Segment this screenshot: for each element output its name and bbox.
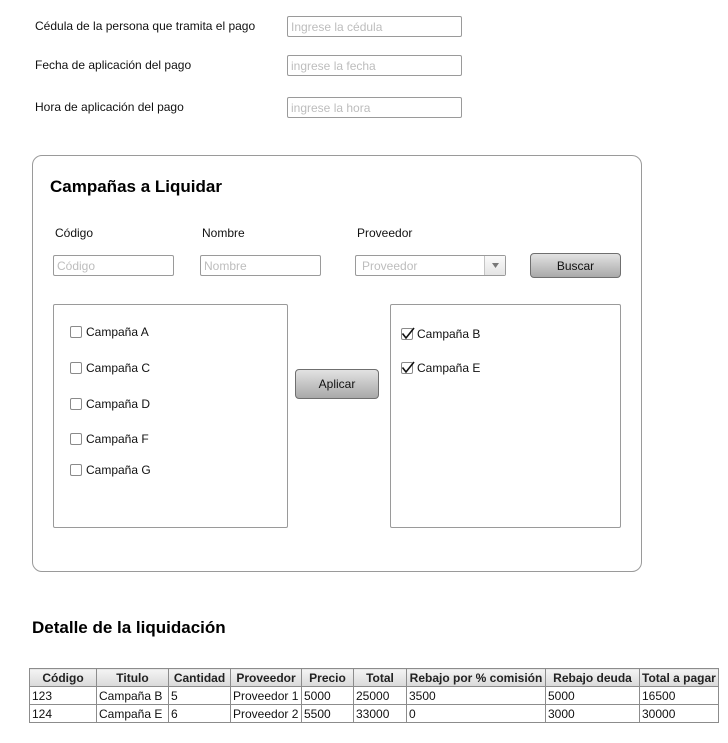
available-item-label: Campaña D bbox=[86, 397, 151, 411]
checkbox[interactable] bbox=[70, 433, 82, 445]
available-item[interactable] bbox=[70, 325, 149, 339]
available-item-label: Campaña G bbox=[86, 463, 151, 477]
search-button[interactable]: Buscar bbox=[530, 253, 621, 278]
column-header: Cantidad bbox=[169, 669, 231, 687]
checkbox-checked[interactable] bbox=[401, 362, 413, 374]
proveedor-label: Proveedor bbox=[357, 226, 413, 240]
selected-item-label: Campaña B bbox=[417, 327, 481, 341]
selected-item[interactable] bbox=[401, 327, 480, 341]
cedula-label: Cédula de la persona que tramita el pago bbox=[35, 19, 256, 33]
cell-total-pagar: 16500 bbox=[640, 687, 719, 705]
cell-proveedor: Proveedor 2 bbox=[231, 705, 302, 723]
cell-titulo: Campaña E bbox=[97, 705, 169, 723]
cell-cantidad: 5 bbox=[169, 687, 231, 705]
cell-codigo: 123 bbox=[30, 687, 97, 705]
checkmark-icon bbox=[401, 360, 415, 374]
hora-label: Hora de aplicación del pago bbox=[35, 100, 184, 114]
chevron-down-icon[interactable] bbox=[484, 256, 505, 275]
cell-rebajo-comision: 0 bbox=[407, 705, 546, 723]
cell-total: 25000 bbox=[354, 687, 407, 705]
column-header: Proveedor bbox=[231, 669, 302, 687]
codigo-label: Código bbox=[55, 226, 94, 240]
proveedor-select[interactable] bbox=[355, 255, 506, 276]
available-item-label: Campaña A bbox=[86, 325, 149, 339]
checkbox[interactable] bbox=[70, 398, 82, 410]
checkbox[interactable] bbox=[70, 326, 82, 338]
cell-total-pagar: 30000 bbox=[640, 705, 719, 723]
campaigns-title: Campañas a Liquidar bbox=[50, 177, 222, 196]
cedula-input[interactable] bbox=[287, 16, 462, 37]
cell-rebajo-deuda: 3000 bbox=[546, 705, 640, 723]
cell-proveedor: Proveedor 1 bbox=[231, 687, 302, 705]
available-item[interactable] bbox=[70, 361, 150, 375]
detail-title: Detalle de la liquidación bbox=[32, 618, 226, 637]
hora-input[interactable] bbox=[287, 97, 462, 118]
cell-rebajo-comision: 3500 bbox=[407, 687, 546, 705]
cell-titulo: Campaña B bbox=[97, 687, 169, 705]
column-header: Precio bbox=[302, 669, 354, 687]
available-item[interactable] bbox=[70, 397, 150, 411]
table-header-row bbox=[30, 669, 719, 687]
apply-button[interactable]: Aplicar bbox=[295, 369, 379, 399]
column-header: Total bbox=[354, 669, 407, 687]
cell-cantidad: 6 bbox=[169, 705, 231, 723]
column-header: Rebajo deuda bbox=[546, 669, 640, 687]
available-item-label: Campaña F bbox=[86, 432, 149, 446]
cell-precio: 5500 bbox=[302, 705, 354, 723]
available-item-label: Campaña C bbox=[86, 361, 151, 375]
column-header: Código bbox=[30, 669, 97, 687]
table-row bbox=[30, 687, 719, 705]
checkmark-icon bbox=[401, 326, 415, 340]
proveedor-select-placeholder: Proveedor bbox=[362, 259, 418, 273]
fecha-input[interactable] bbox=[287, 55, 462, 76]
cell-codigo: 124 bbox=[30, 705, 97, 723]
cell-total: 33000 bbox=[354, 705, 407, 723]
available-item[interactable] bbox=[70, 463, 151, 477]
cell-rebajo-deuda: 5000 bbox=[546, 687, 640, 705]
checkbox[interactable] bbox=[70, 464, 82, 476]
column-header: Rebajo por % comisión bbox=[407, 669, 546, 687]
column-header: Total a pagar bbox=[640, 669, 719, 687]
nombre-input[interactable] bbox=[200, 255, 321, 276]
available-item[interactable] bbox=[70, 432, 149, 446]
checkbox-checked[interactable] bbox=[401, 328, 413, 340]
codigo-input[interactable] bbox=[53, 255, 174, 276]
table-row bbox=[30, 705, 719, 723]
detail-table bbox=[29, 668, 719, 723]
nombre-label: Nombre bbox=[202, 226, 245, 240]
fecha-label: Fecha de aplicación del pago bbox=[35, 58, 192, 72]
checkbox[interactable] bbox=[70, 362, 82, 374]
column-header: Titulo bbox=[97, 669, 169, 687]
selected-item[interactable] bbox=[401, 361, 480, 375]
selected-item-label: Campaña E bbox=[417, 361, 481, 375]
cell-precio: 5000 bbox=[302, 687, 354, 705]
